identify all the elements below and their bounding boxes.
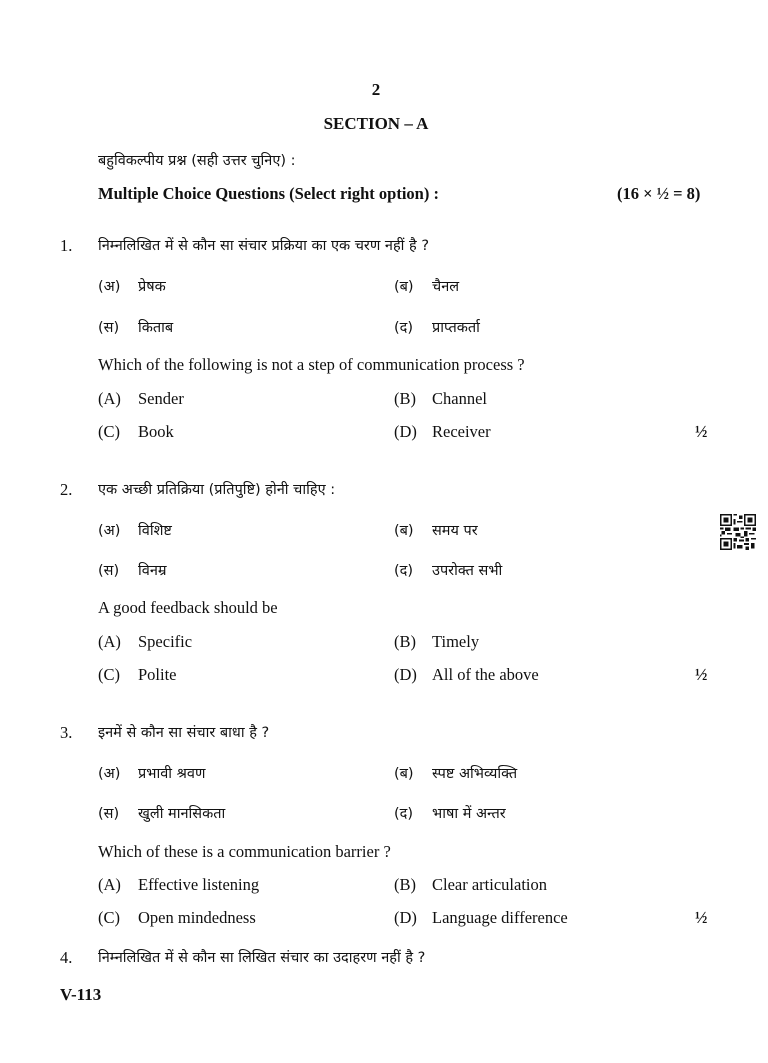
footer-code: V-113: [60, 985, 102, 1004]
option-text: Book: [138, 422, 174, 441]
option-label: (B): [394, 632, 416, 651]
option-label: (B): [394, 389, 416, 408]
option-label: (C): [98, 422, 120, 441]
option-text: चैनल: [432, 279, 460, 295]
instructions-hindi: बहुविकल्पीय प्रश्न (सही उत्तर चुनिए) :: [98, 153, 296, 169]
option-label: (ब): [394, 279, 414, 295]
page-number: 2: [371, 80, 381, 99]
option-text: स्पष्ट अभिव्यक्ति: [432, 766, 518, 782]
option-text: Receiver: [432, 422, 491, 441]
section-title: SECTION – A: [323, 114, 429, 133]
qr-code-icon: [720, 514, 756, 550]
option-text: All of the above: [432, 665, 539, 684]
question-marks: ½: [695, 908, 708, 927]
option-label: (D): [394, 422, 417, 441]
question-hindi: इनमें से कौन सा संचार बाधा है ?: [98, 725, 270, 741]
option-text: प्रेषक: [138, 279, 166, 295]
option-text: Specific: [138, 632, 193, 651]
option-label: (द): [394, 563, 414, 579]
question-number: 2.: [60, 480, 73, 499]
option-text: प्रभावी श्रवण: [138, 766, 206, 782]
option-text: Channel: [432, 389, 487, 408]
instructions-marks: (16 × ½ = 8): [617, 184, 701, 203]
question-number: 4.: [60, 948, 73, 967]
option-label: (अ): [98, 279, 121, 295]
option-text: उपरोक्त सभी: [432, 563, 503, 579]
option-label: (D): [394, 908, 417, 927]
option-text: विशिष्ट: [138, 523, 172, 539]
option-text: Language difference: [432, 908, 568, 927]
option-label: (A): [98, 875, 121, 894]
option-label: (D): [394, 665, 417, 684]
option-label: (C): [98, 908, 120, 927]
option-text: Sender: [138, 389, 184, 408]
option-label: (अ): [98, 766, 121, 782]
option-text: Polite: [138, 665, 177, 684]
question-hindi: निम्नलिखित में से कौन सा संचार प्रक्रिया का एक चरण नहीं है ?: [98, 238, 430, 254]
option-text: भाषा में अन्तर: [432, 806, 506, 822]
option-label: (ब): [394, 766, 414, 782]
question-hindi: निम्नलिखित में से कौन सा लिखित संचार का उदाहरण नहीं है ?: [98, 950, 426, 966]
question-number: 3.: [60, 723, 73, 742]
option-label: (स): [98, 806, 120, 822]
option-text: खुली मानसिकता: [138, 806, 226, 822]
option-label: (स): [98, 563, 120, 579]
option-text: विनम्र: [138, 563, 167, 579]
option-label: (स): [98, 320, 120, 336]
option-label: (द): [394, 806, 414, 822]
option-text: समय पर: [432, 523, 478, 539]
option-label: (C): [98, 665, 120, 684]
option-text: Timely: [432, 632, 480, 651]
question-marks: ½: [695, 665, 708, 684]
option-label: (A): [98, 632, 121, 651]
question-marks: ½: [695, 422, 708, 441]
question-english: Which of the following is not a step of communication process ?: [98, 355, 525, 374]
option-label: (अ): [98, 523, 121, 539]
question-english: A good feedback should be: [98, 598, 278, 617]
question-hindi: एक अच्छी प्रतिक्रिया (प्रतिपुष्टि) होनी चाहिए :: [98, 482, 336, 498]
option-label: (A): [98, 389, 121, 408]
question-english: Which of these is a communication barrier ?: [98, 842, 391, 861]
question-number: 1.: [60, 236, 73, 255]
option-label: (B): [394, 875, 416, 894]
instructions-english: Multiple Choice Questions (Select right option) :: [98, 184, 439, 203]
option-text: Clear articulation: [432, 875, 547, 894]
option-text: Open mindedness: [138, 908, 256, 927]
option-text: Effective listening: [138, 875, 260, 894]
option-text: किताब: [138, 320, 174, 336]
option-label: (ब): [394, 523, 414, 539]
option-text: प्राप्तकर्ता: [432, 320, 480, 336]
option-label: (द): [394, 320, 414, 336]
